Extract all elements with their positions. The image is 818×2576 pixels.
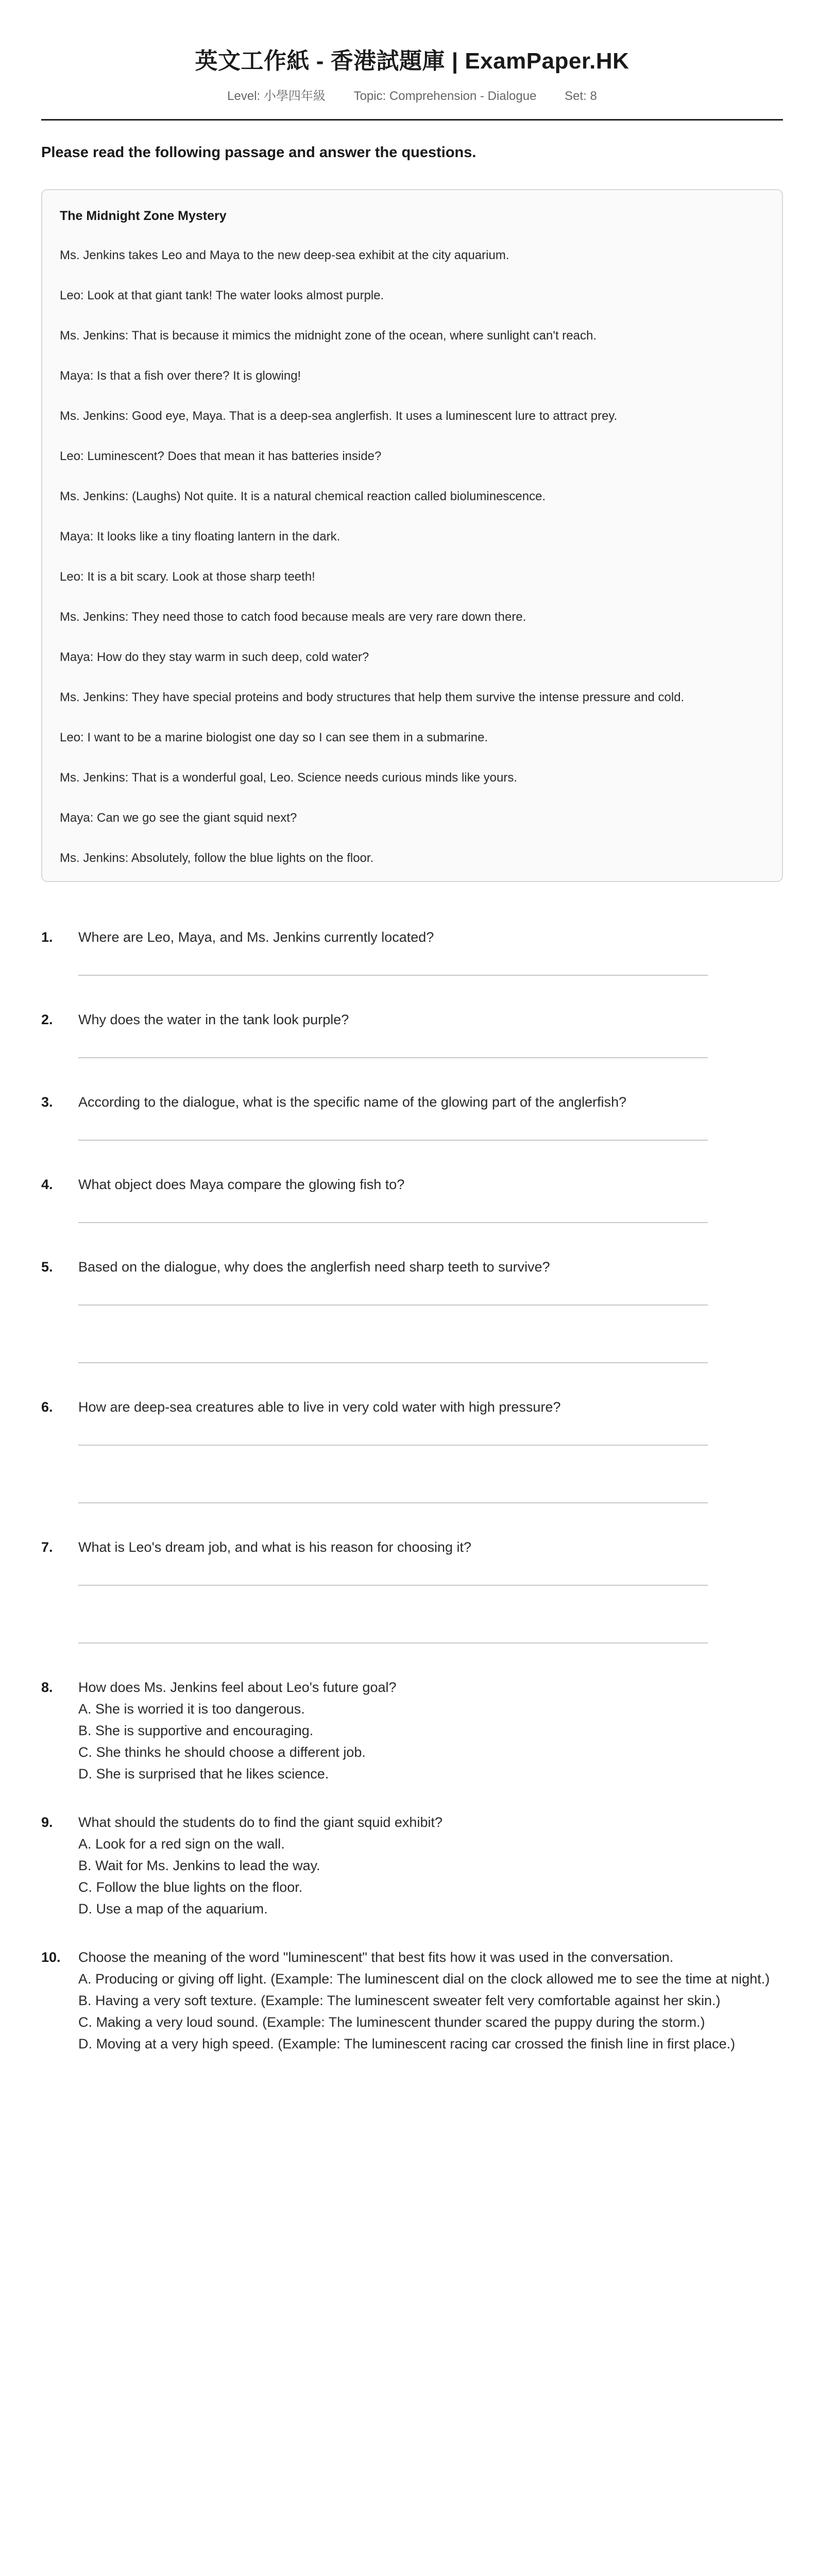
question-number: 9. <box>41 1815 53 1830</box>
passage-line: Leo: Look at that giant tank! The water looks almost purple. <box>60 289 384 302</box>
passage-line: Ms. Jenkins: They have special proteins and body structures that help them survive the intense pressure and cold. <box>60 690 685 704</box>
question-text: What should the students do to find the giant squid exhibit? <box>78 1815 442 1830</box>
answer-option[interactable]: D. She is surprised that he likes science. <box>78 1766 329 1782</box>
passage-line: Ms. Jenkins: Absolutely, follow the blue lights on the floor. <box>60 851 374 865</box>
question-item <box>41 1396 783 1503</box>
answer-option[interactable]: B. She is supportive and encouraging. <box>78 1723 314 1738</box>
passage-line: Maya: It looks like a tiny floating lantern in the dark. <box>60 530 340 544</box>
answer-option[interactable]: A. She is worried it is too dangerous. <box>78 1701 305 1717</box>
answer-line[interactable] <box>78 1140 708 1141</box>
answer-line[interactable] <box>78 1642 708 1643</box>
worksheet-title: 英文工作紙 - 香港試題庫 | ExamPaper.HK <box>195 48 629 74</box>
question-number: 5. <box>41 1259 53 1275</box>
question-text: What object does Maya compare the glowing fish to? <box>78 1177 405 1192</box>
passage-line: Leo: It is a bit scary. Look at those sharp teeth! <box>60 570 315 584</box>
answer-option[interactable]: B. Having a very soft texture. (Example: The luminescent sweater felt very comfortable against her skin.) <box>78 1993 721 2008</box>
instruction-text: Please read the following passage and answer the questions. <box>41 144 476 161</box>
answer-line[interactable] <box>78 1585 708 1586</box>
answer-line[interactable] <box>78 1057 708 1058</box>
question-text: Based on the dialogue, why does the anglerfish need sharp teeth to survive? <box>78 1259 550 1275</box>
passage-line: Leo: I want to be a marine biologist one day so I can see them in a submarine. <box>60 731 488 744</box>
answer-line[interactable] <box>78 1362 708 1363</box>
passage-line: Maya: Can we go see the giant squid next? <box>60 811 297 825</box>
question-number: 2. <box>41 1012 53 1027</box>
set-label: Set: 8 <box>565 89 597 103</box>
question-text: Choose the meaning of the word "luminescent" that best fits how it was used in the conversation. <box>78 1950 674 1965</box>
passage-line: Ms. Jenkins: That is because it mimics the midnight zone of the ocean, where sunlight can't reach. <box>60 329 597 343</box>
question-item <box>41 1536 783 1643</box>
passage-line: Ms. Jenkins: That is a wonderful goal, Leo. Science needs curious minds like yours. <box>60 771 517 785</box>
worksheet-page <box>41 0 783 2576</box>
question-number: 3. <box>41 1094 53 1110</box>
passage-line: Ms. Jenkins: Good eye, Maya. That is a deep-sea anglerfish. It uses a luminescent lure to attract prey. <box>60 409 618 423</box>
answer-line[interactable] <box>78 1445 708 1446</box>
answer-line[interactable] <box>78 1222 708 1223</box>
question-number: 7. <box>41 1539 53 1555</box>
question-item <box>41 1174 783 1223</box>
passage-box <box>41 189 783 882</box>
answer-option[interactable]: D. Moving at a very high speed. (Example: The luminescent racing car crossed the finish line in first place.) <box>78 2036 736 2052</box>
question-item <box>41 1091 783 1141</box>
question-text: According to the dialogue, what is the specific name of the glowing part of the anglerfish? <box>78 1094 627 1110</box>
passage-line: Ms. Jenkins: They need those to catch food because meals are very rare down there. <box>60 610 526 624</box>
question-item <box>41 1946 783 2055</box>
worksheet-meta <box>41 86 783 104</box>
passage-title: The Midnight Zone Mystery <box>60 209 227 223</box>
passage-line: Maya: How do they stay warm in such deep, cold water? <box>60 650 369 664</box>
answer-line[interactable] <box>78 1502 708 1503</box>
question-number: 6. <box>41 1399 53 1415</box>
passage-lines <box>60 246 764 868</box>
question-item <box>41 1009 783 1058</box>
answer-line[interactable] <box>78 1304 708 1306</box>
answer-line[interactable] <box>78 975 708 976</box>
answer-option[interactable]: C. She thinks he should choose a different job. <box>78 1744 366 1760</box>
answer-option[interactable]: C. Follow the blue lights on the floor. <box>78 1879 303 1895</box>
question-number: 10. <box>41 1950 61 1965</box>
question-list <box>41 926 783 2055</box>
question-text: Where are Leo, Maya, and Ms. Jenkins currently located? <box>78 929 434 945</box>
answer-option[interactable]: A. Producing or giving off light. (Example: The luminescent dial on the clock allowed me to see the time at night.) <box>78 1971 770 1987</box>
question-text: How does Ms. Jenkins feel about Leo's future goal? <box>78 1680 397 1695</box>
question-item <box>41 1811 783 1920</box>
question-text: How are deep-sea creatures able to live in very cold water with high pressure? <box>78 1399 561 1415</box>
header-divider <box>41 119 783 121</box>
worksheet-header <box>41 0 783 104</box>
answer-option[interactable]: C. Making a very loud sound. (Example: The luminescent thunder scared the puppy during the storm.) <box>78 2014 705 2030</box>
question-number: 4. <box>41 1177 53 1192</box>
passage-line: Ms. Jenkins: (Laughs) Not quite. It is a natural chemical reaction called bioluminescence. <box>60 489 546 503</box>
question-item <box>41 1256 783 1363</box>
question-item <box>41 1676 783 1785</box>
question-number: 8. <box>41 1680 53 1695</box>
answer-option[interactable]: B. Wait for Ms. Jenkins to lead the way. <box>78 1858 320 1873</box>
question-text: What is Leo's dream job, and what is his reason for choosing it? <box>78 1539 472 1555</box>
level-label: Level: 小學四年級 <box>227 89 326 103</box>
question-text: Why does the water in the tank look purple? <box>78 1012 349 1027</box>
passage-line: Ms. Jenkins takes Leo and Maya to the new deep-sea exhibit at the city aquarium. <box>60 248 509 262</box>
topic-label: Topic: Comprehension - Dialogue <box>353 89 537 103</box>
passage-line: Maya: Is that a fish over there? It is glowing! <box>60 369 301 383</box>
passage-line: Leo: Luminescent? Does that mean it has batteries inside? <box>60 449 382 463</box>
answer-option[interactable]: A. Look for a red sign on the wall. <box>78 1836 285 1852</box>
question-item <box>41 926 783 976</box>
question-number: 1. <box>41 929 53 945</box>
answer-option[interactable]: D. Use a map of the aquarium. <box>78 1901 268 1917</box>
